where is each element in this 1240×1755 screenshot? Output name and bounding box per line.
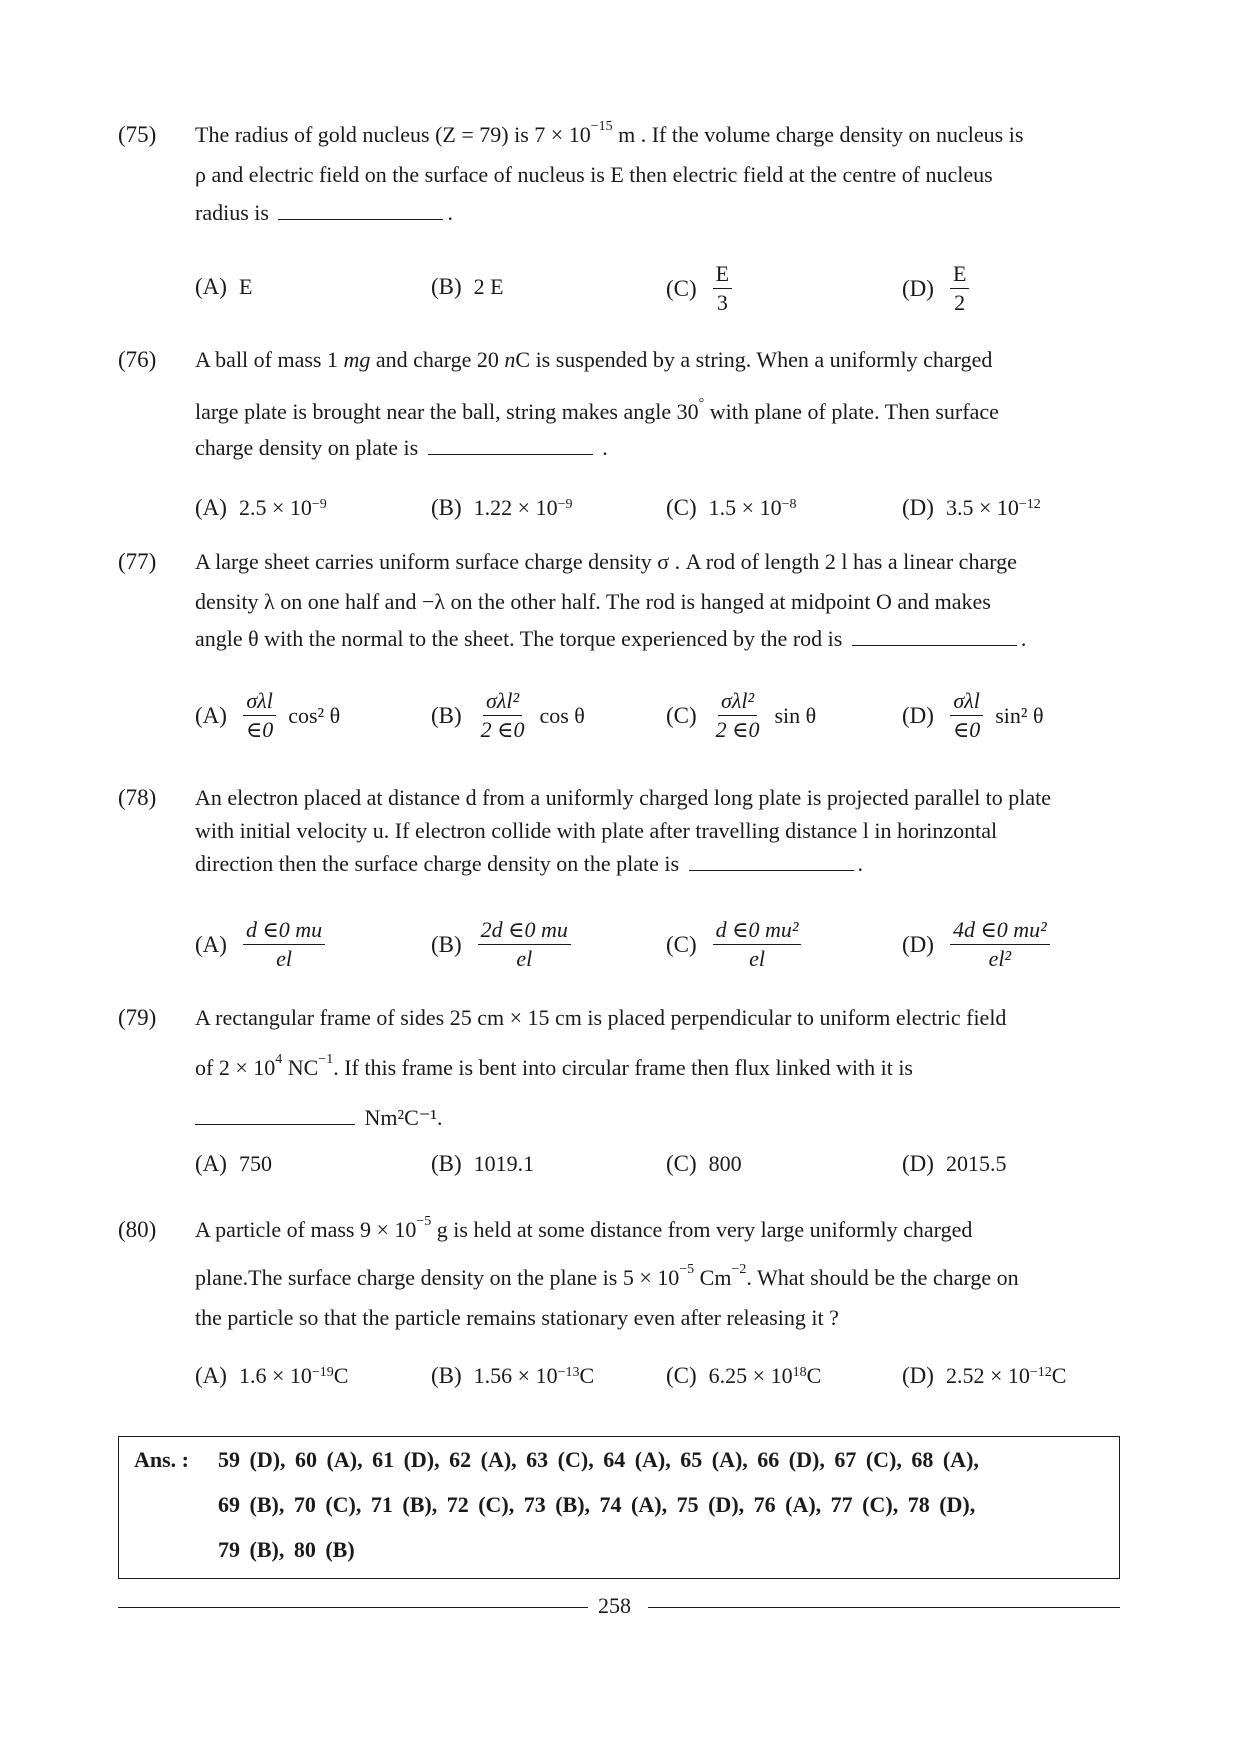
option-d: (D) 2015.5 [902, 1151, 1007, 1176]
option-a: (A) 750 [195, 1151, 272, 1176]
fraction: $\frac{2d \in 0 mu}{el}$ [478, 918, 571, 971]
footer-rule-right [648, 1607, 1120, 1608]
page-number: 258 [598, 1593, 631, 1618]
question-number: (76) [118, 347, 157, 372]
answer-key-line: 69 (B), 70 (C), 71 (B), 72 (C), 73 (B), 74 (A), 75 (D), 76 (A), 77 (C), 78 (D), [218, 1492, 976, 1517]
option-a: (A) 1.6 × 10 $^{-19}$ C [195, 1363, 349, 1388]
option-b: (B) $\frac{\text{σλl²}}{2 \in 0}$ cos θ [431, 688, 585, 743]
option-d: (D) $\frac{\text{σλl}}{\in 0}$ sin² θ [902, 688, 1044, 743]
fraction: $\frac{\text{σλl}}{\in 0}$ [243, 689, 276, 742]
option-b: (B) 1.22 × 10 $^{-9}$ [431, 495, 573, 520]
option-b: (B) 1.56 × 10 $^{-13}$ C [431, 1363, 595, 1388]
question-number: (79) [118, 1005, 157, 1030]
options [195, 1363, 1130, 1423]
fraction: $\frac{E}{2}$ [950, 262, 969, 315]
answer-blank [689, 869, 854, 871]
option-c: (C) 6.25 × 10 $^{18}$ C [666, 1363, 822, 1388]
option-a: (A) $\frac{\text{σλl}}{\in 0}$ cos² θ [195, 688, 341, 743]
fraction: $\frac{\text{4d ∈0 mu²}}{\text{el²}}$ [950, 918, 1050, 971]
options [195, 689, 1130, 749]
answer-key-box [118, 1436, 1120, 1579]
fraction: $\frac{E}{3}$ [713, 262, 732, 315]
option-d: (D) 2.52 × 10 $^{-12}$ C [902, 1363, 1067, 1388]
answer-blank [852, 644, 1017, 646]
answer-blank [428, 453, 593, 455]
fraction: $\frac{d \in 0 mu}{el}$ [243, 918, 325, 971]
option-a: (A) $\frac{d \in 0 mu}{el}$ [195, 918, 329, 971]
option-a: (A) 2.5 × 10 $^{-9}$ [195, 495, 327, 520]
option-c: (C) $\frac{E}{3}$ [666, 262, 736, 315]
option-d: (D) 3.5 × 10 $^{-12}$ [902, 495, 1041, 520]
options [195, 262, 1130, 322]
answer-key-line: 79 (B), 80 (B) [218, 1537, 355, 1562]
answer-blank [195, 1123, 355, 1125]
option-c: (C) $\frac{\text{σλl²}}{2 \in 0}$ sin θ [666, 688, 817, 743]
fraction: $\frac{\text{σλl²}}{2 \in 0}$ [715, 688, 760, 743]
footer-rule-left [118, 1607, 588, 1608]
question-number: (77) [118, 549, 157, 574]
option-c: (C) 800 [666, 1151, 742, 1176]
option-d: (D) $\frac{E}{2}$ [902, 262, 973, 315]
option-c: (C) $\frac{\text{d ∈0 mu²}}{el}$ [666, 918, 805, 971]
answer-key-line: 59 (D), 60 (A), 61 (D), 62 (A), 63 (C), 64 (A), 65 (A), 66 (D), 67 (C), 68 (A), [218, 1447, 979, 1472]
option-b: (B) $\frac{2d \in 0 mu}{el}$ [431, 918, 575, 971]
fraction: $\frac{\text{σλl}}{\in 0}$ [950, 689, 983, 742]
question-number: (78) [118, 785, 157, 810]
fraction: $\frac{\text{σλl²}}{2 \in 0}$ [480, 688, 525, 743]
options [195, 1151, 1130, 1211]
option-a: (A) E [195, 274, 253, 299]
question-number: (80) [118, 1217, 157, 1242]
options [195, 495, 1130, 555]
option-d: (D) $\frac{\text{4d ∈0 mu²}}{\text{el²}}$ [902, 918, 1054, 971]
option-c: (C) 1.5 × 10 $^{-8}$ [666, 495, 797, 520]
options [195, 918, 1130, 978]
answer-key-label: Ans. : [134, 1447, 190, 1472]
fraction: $\frac{\text{d ∈0 mu²}}{el}$ [713, 918, 802, 971]
question-number: (75) [118, 122, 157, 147]
answer-blank [278, 218, 443, 220]
option-b: (B) 1019.1 [431, 1151, 535, 1176]
option-b: (B) 2 E [431, 274, 504, 299]
